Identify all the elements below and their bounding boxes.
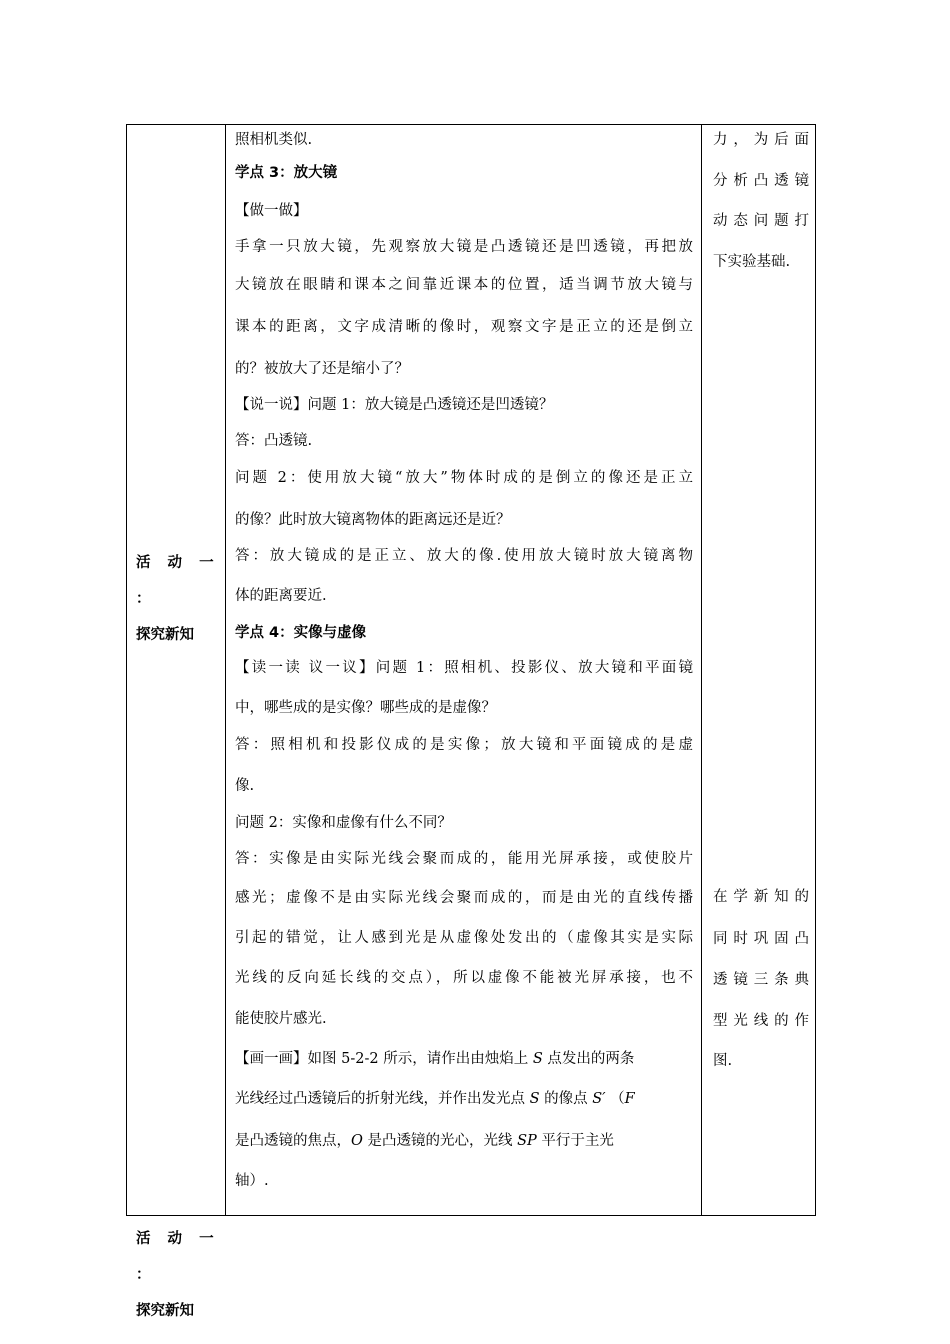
content-line: 的？被放大了还是缩小了？ — [235, 361, 409, 377]
column-divider-left — [225, 125, 226, 1215]
content-line: 体的距离要近. — [235, 588, 327, 604]
content-line: 【做一做】 — [235, 203, 308, 219]
activity-label-1 — [127, 545, 225, 653]
intent-line: 型光线的作 — [713, 1013, 809, 1029]
content-text: 【画一画】如图 5-2-2 所示，请作出由烛焰上 — [235, 1051, 533, 1067]
variable-sp: SP — [517, 1133, 537, 1149]
content-line: 光线的反向延长线的交点），所以虚像不能被光屏承接，也不 — [235, 970, 693, 986]
variable-s-prime: S′ — [592, 1091, 606, 1107]
content-line: 答：凸透镜. — [235, 433, 313, 449]
section-heading-3: 学点 3：放大镜 — [235, 165, 338, 181]
variable-f: F — [624, 1091, 635, 1107]
content-line: 的像？此时放大镜离物体的距离远还是近？ — [235, 512, 511, 528]
content-text: 是凸透镜的光心，光线 — [362, 1133, 518, 1149]
intent-line: 透镜三条典 — [713, 972, 809, 988]
activity-label-2 — [127, 1221, 225, 1329]
content-line: 像. — [235, 778, 255, 794]
content-line: 中，哪些成的是实像？哪些成的是虚像？ — [235, 700, 496, 716]
content-text: 光线经过凸透镜后的折射光线，并作出发光点 — [235, 1091, 530, 1107]
content-line: 【读一读 议一议】问题 1：照相机、投影仪、放大镜和平面镜 — [235, 660, 693, 676]
intent-line: 力，为后面 — [713, 132, 809, 148]
content-text: 点发出的两条 — [542, 1051, 635, 1067]
content-line: 手拿一只放大镜，先观察放大镜是凸透镜还是凹透镜，再把放 — [235, 239, 693, 255]
intent-line: 动态问题打 — [713, 213, 809, 229]
intent-line: 图. — [713, 1053, 733, 1069]
column-divider-right — [701, 125, 702, 1215]
activity-label-line2: 探究新知 — [136, 1303, 194, 1319]
content-text: 平行于主光 — [536, 1133, 614, 1149]
section-heading-4: 学点 4：实像与虚像 — [235, 625, 367, 641]
activity-label-line1: 活 动 一 ： — [136, 555, 220, 607]
content-line: 能使胶片感光. — [235, 1011, 327, 1027]
activity-label-line2: 探究新知 — [136, 627, 194, 643]
intent-line: 在学新知的 — [713, 889, 809, 905]
intent-line: 下实验基础. — [713, 254, 791, 270]
content-line: 大镜放在眼睛和课本之间靠近课本的位置，适当调节放大镜与 — [235, 277, 693, 293]
content-line: 照相机类似. — [235, 132, 313, 148]
content-line — [235, 1131, 693, 1151]
lesson-table — [126, 124, 816, 1319]
content-text: 的像点 — [539, 1091, 593, 1107]
intent-line: 同时巩固凸 — [713, 931, 809, 947]
content-line: 【说一说】问题 1：放大镜是凸透镜还是凹透镜？ — [235, 397, 554, 413]
intent-line: 分析凸透镜 — [713, 173, 809, 189]
content-line: 轴）. — [235, 1173, 269, 1189]
content-line — [235, 1089, 693, 1109]
content-text: 是凸透镜的焦点， — [235, 1133, 351, 1149]
variable-s: S — [529, 1091, 540, 1107]
content-line: 答：实像是由实际光线会聚而成的，能用光屏承接，或使胶片 — [235, 851, 693, 867]
content-line: 答：照相机和投影仪成的是实像；放大镜和平面镜成的是虚 — [235, 737, 693, 753]
content-text: （ — [605, 1091, 625, 1107]
content-line — [235, 1049, 693, 1069]
content-line: 问题 2：实像和虚像有什么不同？ — [235, 815, 452, 831]
variable-o: O — [351, 1133, 363, 1149]
content-line: 引起的错觉，让人感到光是从虚像处发出的（虚像其实是实际 — [235, 930, 693, 946]
content-line: 课本的距离，文字成清晰的像时，观察文字是正立的还是倒立 — [235, 319, 693, 335]
variable-s: S — [532, 1051, 543, 1067]
content-line: 答：放大镜成的是正立、放大的像.使用放大镜时放大镜离物 — [235, 548, 693, 564]
content-line: 感光；虚像不是由实际光线会聚而成的，而是由光的直线传播 — [235, 890, 693, 906]
content-line: 问题 2：使用放大镜“放大”物体时成的是倒立的像还是正立 — [235, 470, 693, 486]
activity-label-line1: 活 动 一 ： — [136, 1231, 220, 1283]
